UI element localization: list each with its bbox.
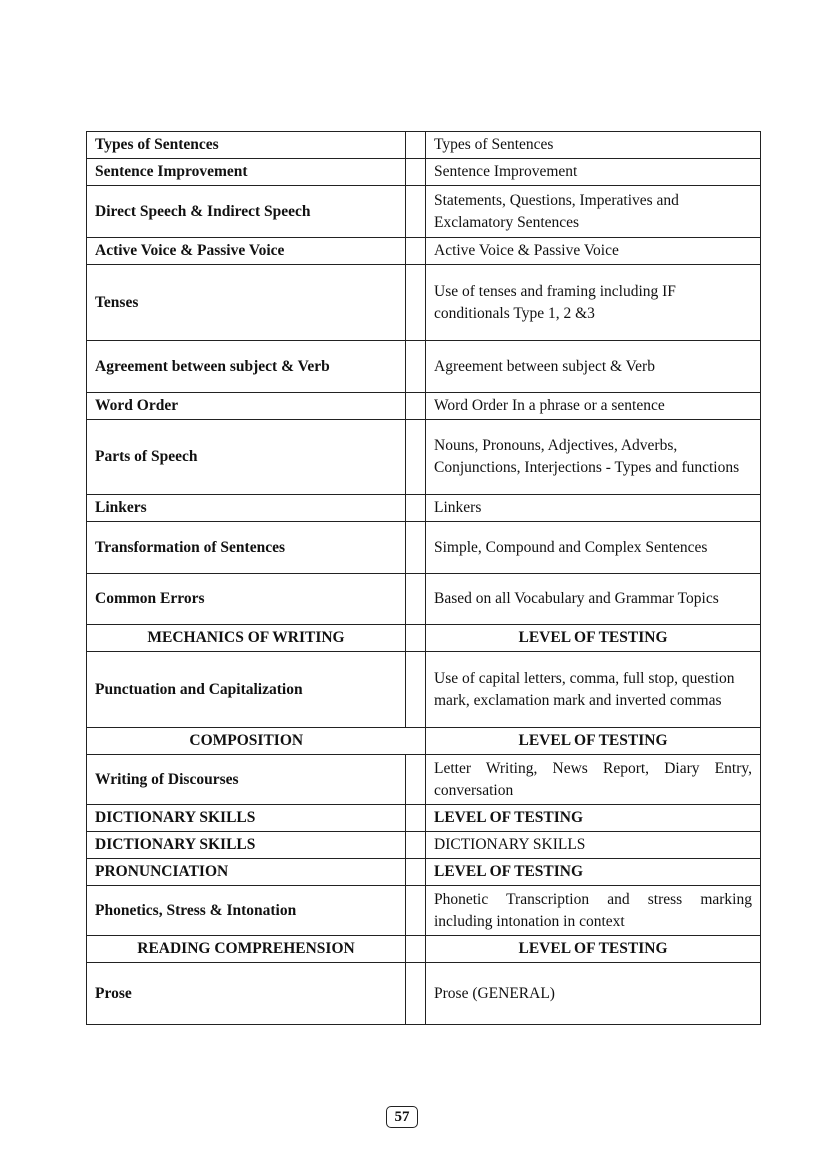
spacer-cell	[406, 755, 426, 805]
table-row	[87, 132, 761, 159]
section-header-row	[87, 805, 761, 832]
testing-cell: Word Order In a phrase or a sentence	[426, 393, 761, 420]
section-header-row	[87, 728, 761, 755]
topic-cell: Linkers	[87, 495, 406, 522]
section-title: MECHANICS OF WRITING	[87, 625, 406, 652]
table-row	[87, 963, 761, 1025]
topic-cell: Agreement between subject & Verb	[87, 341, 406, 393]
table-row	[87, 832, 761, 859]
spacer-cell	[406, 265, 426, 341]
table-row	[87, 393, 761, 420]
table-row	[87, 495, 761, 522]
topic-cell: Tenses	[87, 265, 406, 341]
table-row	[87, 341, 761, 393]
spacer-cell	[406, 963, 426, 1025]
topic-cell: Active Voice & Passive Voice	[87, 238, 406, 265]
table-row	[87, 186, 761, 238]
spacer-cell	[406, 936, 426, 963]
testing-cell: Based on all Vocabulary and Grammar Topics	[426, 574, 761, 625]
testing-cell: Sentence Improvement	[426, 159, 761, 186]
level-of-testing-heading: LEVEL OF TESTING	[426, 728, 761, 755]
testing-cell: Active Voice & Passive Voice	[426, 238, 761, 265]
page-number: 57	[386, 1106, 418, 1128]
topic-cell: Transformation of Sentences	[87, 522, 406, 574]
spacer-cell	[406, 186, 426, 238]
testing-cell: Prose (GENERAL)	[426, 963, 761, 1025]
level-of-testing-heading: LEVEL OF TESTING	[426, 936, 761, 963]
testing-cell: Letter Writing, News Report, Diary Entry, conversation	[426, 755, 761, 805]
table-row	[87, 886, 761, 936]
spacer-cell	[406, 886, 426, 936]
spacer-cell	[406, 341, 426, 393]
section-title: COMPOSITION	[87, 728, 406, 755]
topic-cell: Parts of Speech	[87, 420, 406, 495]
level-of-testing-heading: LEVEL OF TESTING	[426, 625, 761, 652]
spacer-cell	[406, 652, 426, 728]
topic-cell: Types of Sentences	[87, 132, 406, 159]
spacer-cell	[406, 805, 426, 832]
spacer-cell	[406, 522, 426, 574]
topic-cell: Phonetics, Stress & Intonation	[87, 886, 406, 936]
spacer-cell	[406, 132, 426, 159]
topic-cell: Sentence Improvement	[87, 159, 406, 186]
testing-cell: Phonetic Transcription and stress marking including intonation in context	[426, 886, 761, 936]
table-row	[87, 159, 761, 186]
topic-cell: Writing of Discourses	[87, 755, 406, 805]
topic-cell: Prose	[87, 963, 406, 1025]
section-header-row	[87, 859, 761, 886]
spacer-cell	[406, 728, 426, 755]
syllabus-table	[86, 131, 761, 1025]
table-row	[87, 420, 761, 495]
topic-cell: DICTIONARY SKILLS	[87, 832, 406, 859]
testing-cell: Use of tenses and framing including IF conditionals Type 1, 2 &3	[426, 265, 761, 341]
testing-cell: Simple, Compound and Complex Sentences	[426, 522, 761, 574]
topic-cell: Common Errors	[87, 574, 406, 625]
spacer-cell	[406, 625, 426, 652]
table-row	[87, 755, 761, 805]
spacer-cell	[406, 832, 426, 859]
spacer-cell	[406, 859, 426, 886]
section-title: DICTIONARY SKILLS	[87, 805, 406, 832]
spacer-cell	[406, 238, 426, 265]
level-of-testing-heading: LEVEL OF TESTING	[426, 859, 761, 886]
spacer-cell	[406, 393, 426, 420]
section-title: PRONUNCIATION	[87, 859, 406, 886]
testing-cell: Agreement between subject & Verb	[426, 341, 761, 393]
table-row	[87, 652, 761, 728]
topic-cell: Word Order	[87, 393, 406, 420]
testing-cell: Use of capital letters, comma, full stop, question mark, exclamation mark and inverted commas	[426, 652, 761, 728]
table-row	[87, 522, 761, 574]
testing-cell: Nouns, Pronouns, Adjectives, Adverbs, Conjunctions, Interjections - Types and functions	[426, 420, 761, 495]
testing-cell: DICTIONARY SKILLS	[426, 832, 761, 859]
spacer-cell	[406, 420, 426, 495]
spacer-cell	[406, 495, 426, 522]
spacer-cell	[406, 574, 426, 625]
section-header-row	[87, 936, 761, 963]
testing-cell: Statements, Questions, Imperatives and Exclamatory Sentences	[426, 186, 761, 238]
section-title: READING COMPREHENSION	[87, 936, 406, 963]
topic-cell: Punctuation and Capitalization	[87, 652, 406, 728]
testing-cell: Linkers	[426, 495, 761, 522]
testing-cell: Types of Sentences	[426, 132, 761, 159]
table-row	[87, 574, 761, 625]
level-of-testing-heading: LEVEL OF TESTING	[426, 805, 761, 832]
spacer-cell	[406, 159, 426, 186]
table-row	[87, 265, 761, 341]
section-header-row	[87, 625, 761, 652]
topic-cell: Direct Speech & Indirect Speech	[87, 186, 406, 238]
table-row	[87, 238, 761, 265]
